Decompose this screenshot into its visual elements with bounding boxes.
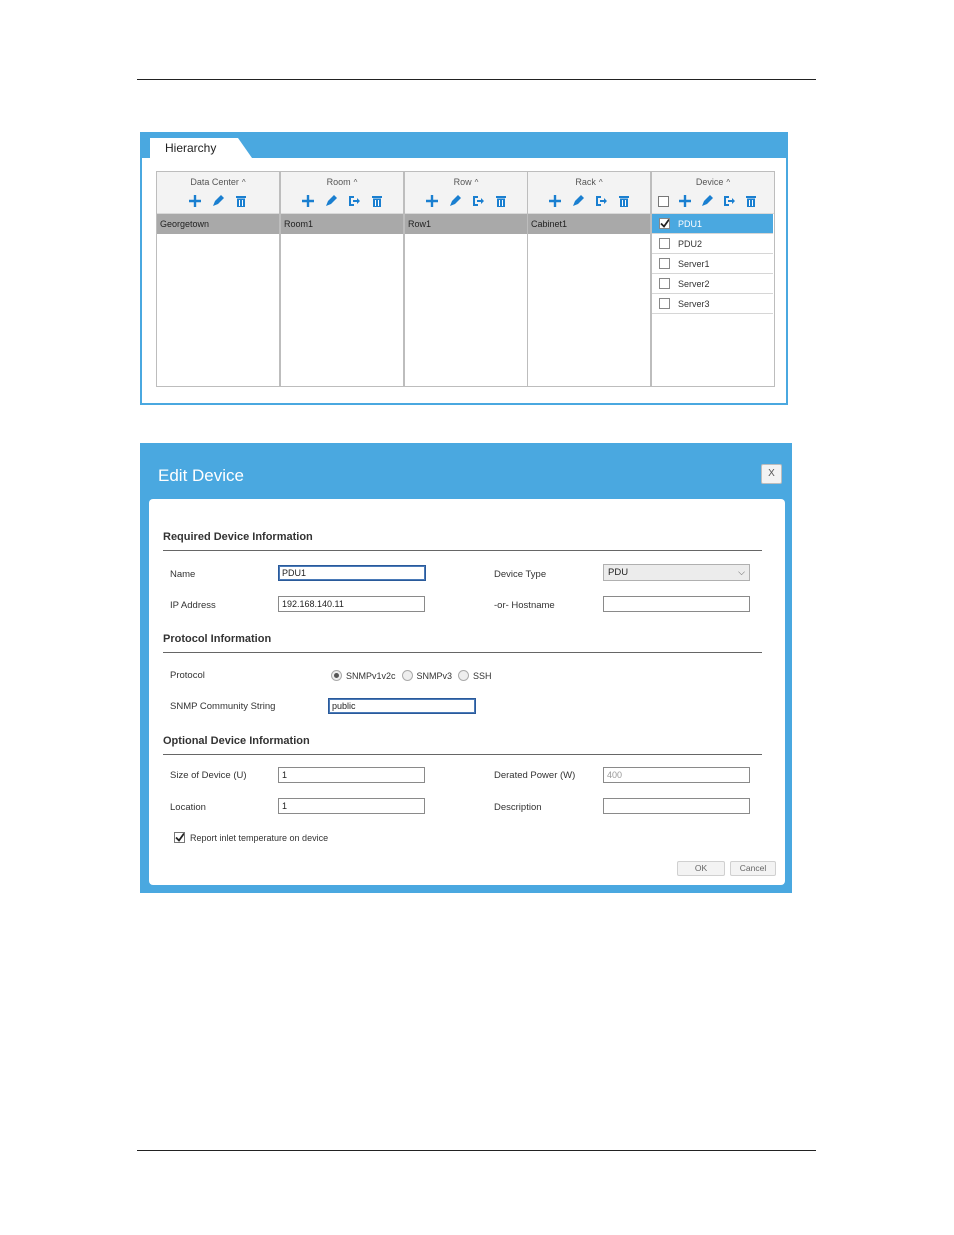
move-icon[interactable]	[721, 193, 737, 209]
column-title-device[interactable]: Device ^	[695, 177, 731, 187]
add-icon[interactable]	[424, 193, 440, 209]
name-label: Name	[170, 569, 196, 580]
derated-power-field[interactable]: 400	[603, 767, 750, 783]
list-item[interactable]: Room1	[281, 214, 403, 234]
delete-icon[interactable]	[233, 193, 249, 209]
column-title-room[interactable]: Room ^	[326, 177, 358, 187]
sort-caret-icon[interactable]: ^	[241, 178, 246, 187]
column-header	[652, 172, 774, 214]
section-title-protocol: Protocol Information	[163, 633, 272, 645]
section-divider	[163, 652, 762, 653]
sort-caret-icon[interactable]: ^	[726, 178, 731, 187]
hierarchy-panel	[140, 132, 788, 405]
section-title-required: Required Device Information	[163, 531, 313, 543]
report-inlet-checkbox[interactable]	[174, 832, 185, 843]
hostname-label: -or- Hostname	[494, 600, 555, 611]
section-divider	[163, 754, 762, 755]
list-item[interactable]	[652, 234, 773, 254]
row-checkbox[interactable]	[659, 278, 670, 289]
move-icon[interactable]	[470, 193, 486, 209]
name-field[interactable]: PDU1	[278, 565, 426, 581]
column-header	[405, 172, 527, 214]
radio-button[interactable]	[331, 670, 342, 681]
radio-snmpv3[interactable]: SNMPv3	[402, 670, 453, 681]
device-type-select[interactable]	[603, 564, 750, 581]
hostname-field[interactable]	[603, 596, 750, 612]
ip-address-field[interactable]: 192.168.140.11	[278, 596, 425, 612]
size-label: Size of Device (U)	[170, 770, 247, 781]
dialog-body	[149, 499, 785, 885]
description-label: Description	[494, 802, 542, 813]
dialog-title: Edit Device	[158, 466, 244, 485]
protocol-label: Protocol	[170, 670, 205, 681]
row-checkbox[interactable]	[659, 218, 670, 229]
move-icon[interactable]	[593, 193, 609, 209]
section-title-optional: Optional Device Information	[163, 735, 310, 747]
list-item[interactable]	[652, 214, 773, 234]
add-icon[interactable]	[187, 193, 203, 209]
description-field[interactable]	[603, 798, 750, 814]
device-name: Server3	[678, 298, 710, 309]
column-header	[528, 172, 650, 214]
size-field[interactable]: 1	[278, 767, 425, 783]
report-inlet-option[interactable]	[174, 832, 328, 843]
column-header	[281, 172, 403, 214]
edit-icon[interactable]	[447, 193, 463, 209]
ok-button[interactable]: OK	[677, 861, 725, 876]
location-field[interactable]: 1	[278, 798, 425, 814]
column-title-rack[interactable]: Rack ^	[575, 177, 603, 187]
delete-icon[interactable]	[493, 193, 509, 209]
device-name: PDU2	[678, 238, 703, 249]
edit-icon[interactable]	[323, 193, 339, 209]
move-icon[interactable]	[346, 193, 362, 209]
device-type-value: PDU	[608, 567, 629, 578]
add-icon[interactable]	[677, 193, 693, 209]
row-checkbox[interactable]	[659, 258, 670, 269]
delete-icon[interactable]	[616, 193, 632, 209]
page-footer-rule	[137, 1150, 816, 1151]
sort-caret-icon[interactable]: ^	[598, 178, 603, 187]
list-item[interactable]	[652, 294, 773, 314]
sort-caret-icon[interactable]: ^	[353, 178, 358, 187]
delete-icon[interactable]	[369, 193, 385, 209]
cancel-button[interactable]: Cancel	[730, 861, 776, 876]
radio-ssh[interactable]: SSH	[458, 670, 492, 681]
column-device	[651, 171, 775, 387]
column-rack	[527, 171, 651, 387]
community-string-field[interactable]: public	[328, 698, 476, 714]
column-header	[157, 172, 279, 214]
device-name: Server1	[678, 258, 710, 269]
device-type-label: Device Type	[494, 569, 547, 580]
report-inlet-label: Report inlet temperature on device	[190, 832, 329, 843]
chevron-down-icon: ⌵	[738, 567, 745, 577]
hierarchy-tab-title[interactable]: Hierarchy	[165, 141, 217, 155]
edit-device-dialog	[140, 443, 792, 893]
community-string-label: SNMP Community String	[170, 701, 276, 712]
radio-snmpv1v2c[interactable]: SNMPv1v2c	[331, 670, 396, 681]
list-item[interactable]: Row1	[405, 214, 527, 234]
page-header-rule	[137, 79, 816, 80]
radio-button[interactable]	[402, 670, 413, 681]
edit-icon[interactable]	[210, 193, 226, 209]
list-item[interactable]	[652, 274, 773, 294]
column-row	[404, 171, 528, 387]
list-item[interactable]	[652, 254, 773, 274]
close-button[interactable]: X	[761, 464, 782, 484]
row-checkbox[interactable]	[659, 238, 670, 249]
section-divider	[163, 550, 762, 551]
device-name: Server2	[678, 278, 710, 289]
check-icon	[175, 833, 184, 842]
edit-icon[interactable]	[570, 193, 586, 209]
radio-button[interactable]	[458, 670, 469, 681]
add-icon[interactable]	[300, 193, 316, 209]
select-all-checkbox[interactable]	[658, 196, 669, 207]
column-room	[280, 171, 404, 387]
list-item[interactable]: Cabinet1	[528, 214, 650, 234]
add-icon[interactable]	[547, 193, 563, 209]
column-title-data-center[interactable]: Data Center ^	[190, 177, 246, 187]
ip-address-label: IP Address	[170, 600, 216, 611]
location-label: Location	[170, 802, 206, 813]
check-icon	[660, 219, 669, 228]
protocol-radio-group	[331, 670, 498, 681]
column-data-center	[156, 171, 280, 387]
list-item[interactable]: Georgetown	[157, 214, 279, 234]
row-checkbox[interactable]	[659, 298, 670, 309]
sort-caret-icon[interactable]: ^	[474, 178, 479, 187]
edit-icon[interactable]	[699, 193, 715, 209]
derated-power-label: Derated Power (W)	[494, 770, 576, 781]
column-title-row[interactable]: Row ^	[453, 177, 479, 187]
device-name: PDU1	[678, 218, 703, 229]
delete-icon[interactable]	[743, 193, 759, 209]
